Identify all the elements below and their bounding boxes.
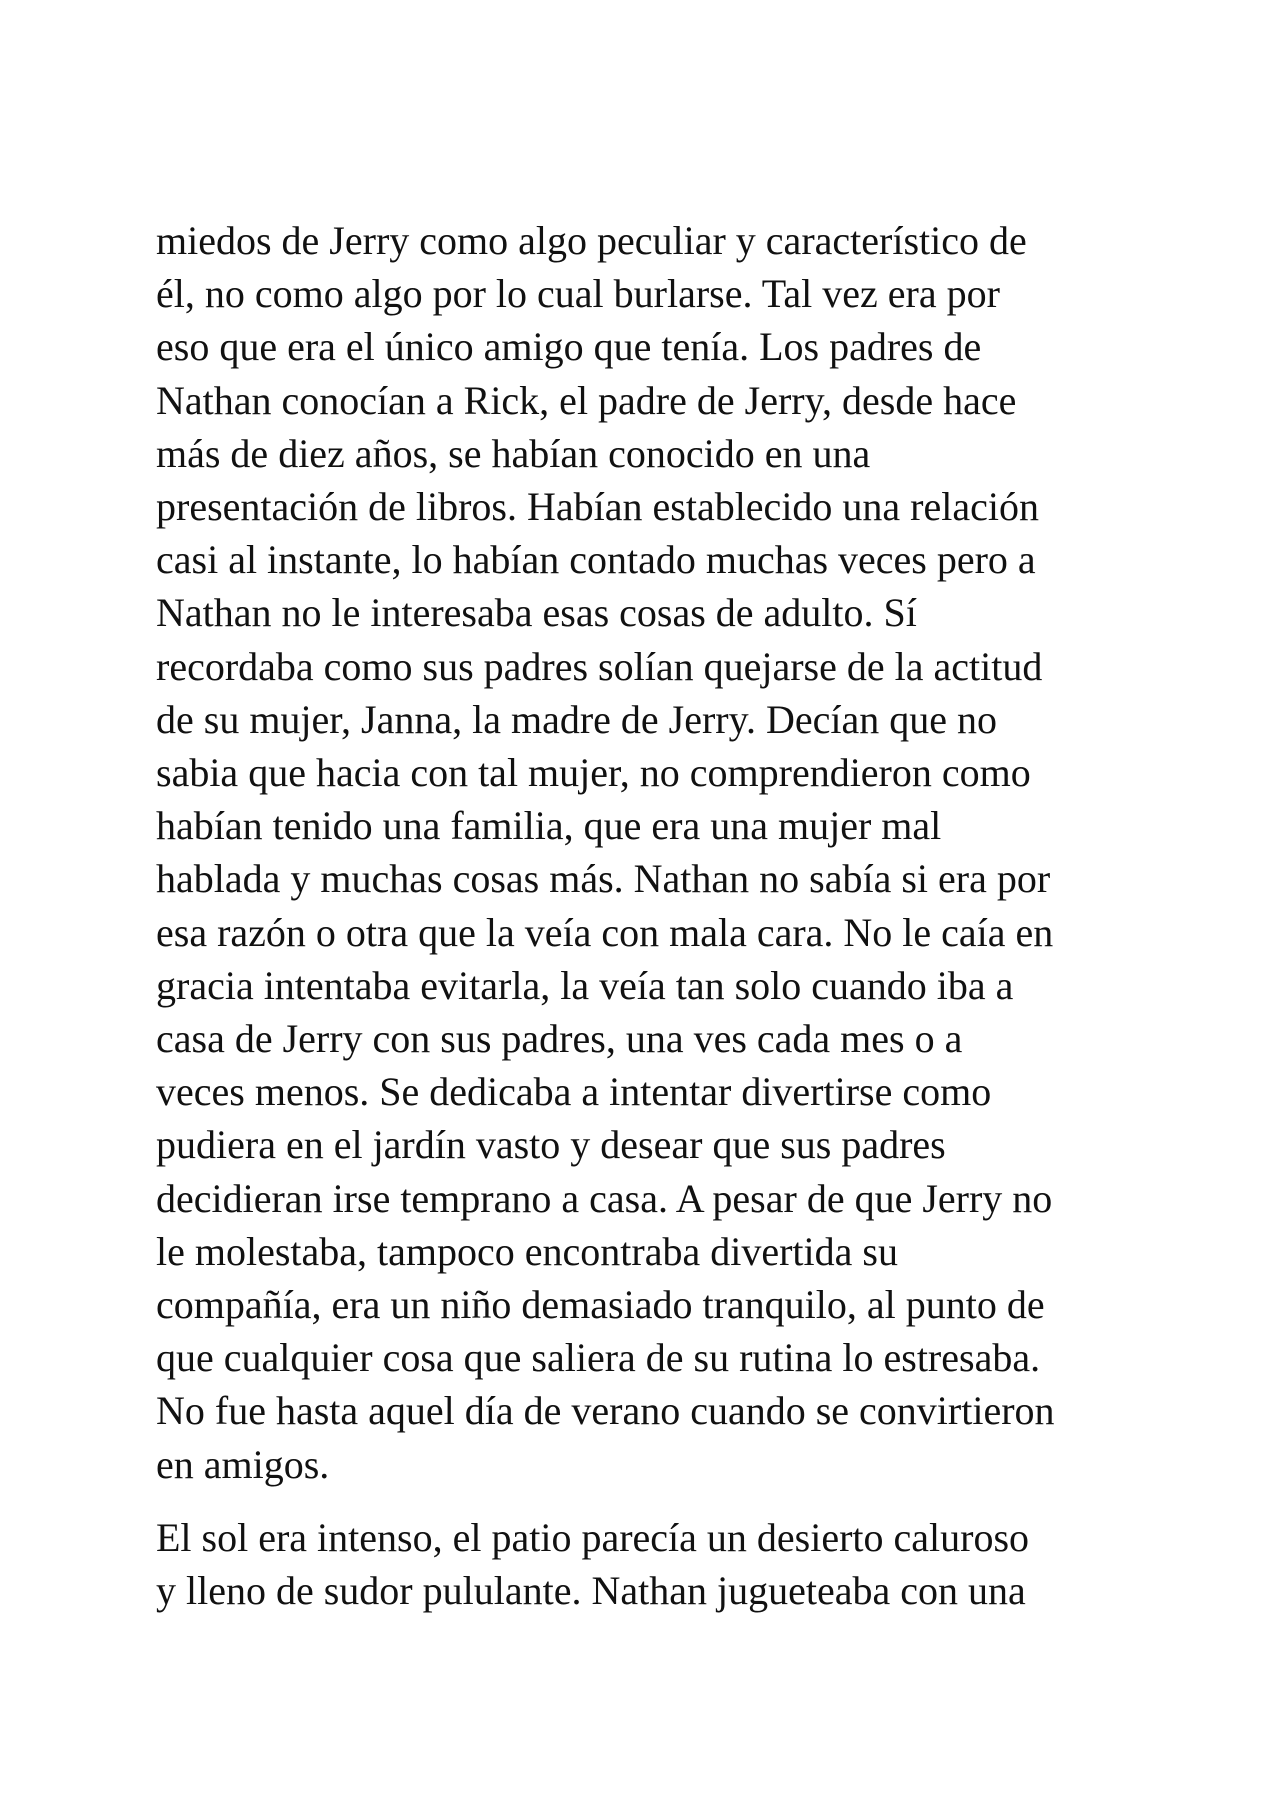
text-line: habían tenido una familia, que era una mujer mal	[156, 803, 942, 849]
text-line: El sol era intenso, el patio parecía un desierto caluroso	[156, 1514, 1030, 1560]
text-line: veces menos. Se dedicaba a intentar divertirse como	[156, 1069, 992, 1115]
paragraph-1	[156, 214, 1146, 1491]
text-line: No fue hasta aquel día de verano cuando se convirtieron	[156, 1388, 1055, 1434]
text-line: Nathan no le interesaba esas cosas de adulto. Sí	[156, 590, 917, 636]
text-line: compañía, era un niño demasiado tranquilo, al punto de	[156, 1282, 1045, 1328]
text-line: esa razón o otra que la veía con mala cara. No le caía en	[156, 909, 1054, 955]
text-line: casi al instante, lo habían contado muchas veces pero a	[156, 537, 1036, 583]
text-line: eso que era el único amigo que tenía. Los padres de	[156, 324, 982, 370]
text-line: pudiera en el jardín vasto y desear que sus padres	[156, 1122, 946, 1168]
text-column	[156, 214, 1146, 1617]
text-line: Nathan conocían a Rick, el padre de Jerry, desde hace	[156, 377, 1017, 423]
text-line: gracia intentaba evitarla, la veía tan solo cuando iba a	[156, 962, 1014, 1008]
text-line: decidieran irse temprano a casa. A pesar de que Jerry no	[156, 1175, 1053, 1221]
paragraph-2	[156, 1511, 1146, 1617]
text-line: y lleno de sudor pululante. Nathan jugueteaba con una	[156, 1568, 1026, 1614]
text-line: de su mujer, Janna, la madre de Jerry. Decían que no	[156, 696, 998, 742]
text-line: miedos de Jerry como algo peculiar y característico de	[156, 218, 1027, 263]
text-line: hablada y muchas cosas más. Nathan no sabía si era por	[156, 856, 1051, 902]
text-line: que cualquier cosa que saliera de su rutina lo estresaba.	[156, 1335, 1041, 1381]
text-line: casa de Jerry con sus padres, una ves cada mes o a	[156, 1016, 963, 1062]
text-line: más de diez años, se habían conocido en una	[156, 430, 871, 476]
paragraph-spacer	[156, 1491, 1146, 1511]
text-line: presentación de libros. Habían establecido una relación	[156, 484, 1039, 530]
text-line: en amigos.	[156, 1441, 330, 1487]
text-line: recordaba como sus padres solían quejarse de la actitud	[156, 643, 1043, 689]
text-line: le molestaba, tampoco encontraba divertida su	[156, 1228, 898, 1274]
text-line: sabia que hacia con tal mujer, no comprendieron como	[156, 750, 1031, 796]
text-line: él, no como algo por lo cual burlarse. Tal vez era por	[156, 271, 1000, 317]
